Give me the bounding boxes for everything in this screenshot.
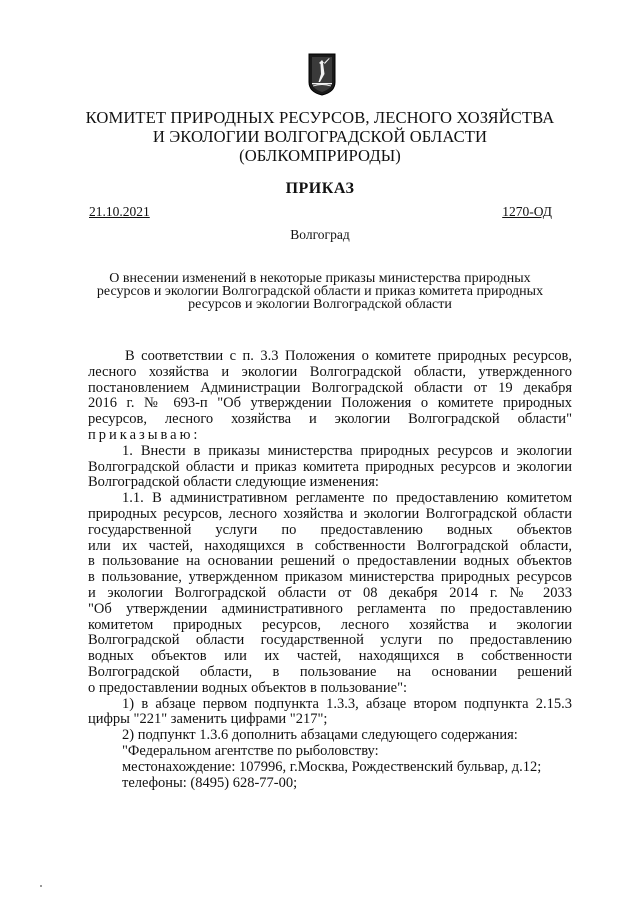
subject-line: О внесении изменений в некоторые приказы министерства природных bbox=[109, 271, 531, 286]
body-line: 2) подпункт 1.3.6 дополнить абзацами следующего содержания: bbox=[122, 728, 518, 744]
scan-speck bbox=[40, 885, 42, 887]
body-line: лесного хозяйства и экологии Волгоградской области, утвержденного bbox=[88, 364, 572, 380]
body-line: в пользование, утвержденном приказом министерства природных ресурсов bbox=[88, 570, 572, 586]
document-date: 21.10.2021 bbox=[89, 204, 150, 219]
body-line: комитетом природных ресурсов, лесного хозяйства и экологии bbox=[88, 617, 572, 633]
body-line: "Об утверждении административного регламента по предоставлению bbox=[88, 601, 572, 617]
body-line: 1.1. В административном регламенте по предоставлению комитетом bbox=[122, 491, 572, 507]
document-city: Волгоград bbox=[290, 227, 350, 242]
body-line: водных объектов или их частей, находящихся в собственности bbox=[88, 649, 572, 665]
body-line: телефоны: (8495) 628-77-00; bbox=[122, 775, 298, 791]
body-line: ресурсов, лесного хозяйства и экологии Волгоградской области" bbox=[88, 412, 572, 428]
document-number: 1270-ОД bbox=[502, 204, 552, 219]
body-line: Волгоградской области государственной услуги по предоставлению bbox=[88, 633, 572, 649]
volgograd-coat-of-arms-icon bbox=[307, 52, 337, 96]
organization-abbreviation: (ОБЛКОМПРИРОДЫ) bbox=[239, 146, 401, 165]
body-line: в пользование на основании решений о предоставлении водных объектов bbox=[88, 554, 572, 570]
body-line: постановлением Администрации Волгоградской области от 19 декабря bbox=[88, 380, 572, 396]
body-line: В соответствии с п. 3.3 Положения о комитете природных ресурсов, bbox=[125, 349, 572, 364]
body-line: государственной услуги по предоставлению водных объектов bbox=[88, 522, 572, 538]
body-line: приказываю: bbox=[88, 427, 201, 443]
document-subject bbox=[80, 272, 560, 311]
body-line: Волгоградской области и приказ комитета природных ресурсов и экологии bbox=[88, 459, 572, 475]
document-type-title: ПРИКАЗ bbox=[285, 180, 355, 197]
body-line: Волгоградской области, в пользование на основании решений bbox=[88, 664, 572, 680]
body-line: природных ресурсов, лесного хозяйства и экологии Волгоградской области bbox=[88, 506, 572, 522]
body-line: 1. Внести в приказы министерства природных ресурсов и экологии bbox=[122, 443, 572, 459]
body-line: 1) в абзаце первом подпункта 1.3.3, абзаце втором подпункта 2.15.3 bbox=[122, 696, 572, 712]
organization-name-line: КОМИТЕТ ПРИРОДНЫХ РЕСУРСОВ, ЛЕСНОГО ХОЗЯЙСТВА bbox=[85, 108, 555, 127]
body-line: цифры "221" заменить цифрами "217"; bbox=[88, 712, 328, 728]
body-line: "Федеральном агентстве по рыболовству: bbox=[122, 743, 379, 759]
organization-name-line: И ЭКОЛОГИИ ВОЛГОГРАДСКОЙ ОБЛАСТИ bbox=[152, 127, 488, 146]
body-line: о предоставлении водных объектов в пользование": bbox=[88, 680, 408, 696]
body-line: или их частей, находящихся в собственности Волгоградской области, bbox=[88, 538, 572, 554]
body-line: местонахождение: 107996, г.Москва, Рождественский бульвар, д.12; bbox=[122, 759, 542, 775]
body-line: 2016 г. № 693-п "Об утверждении Положения о комитете природных bbox=[88, 396, 572, 412]
body-line: Волгоградской области следующие изменения: bbox=[88, 475, 379, 491]
body-line: и экологии Волгоградской области от 08 декабря 2014 г. № 2033 bbox=[88, 585, 572, 601]
subject-line: ресурсов и экологии Волгоградской области bbox=[188, 297, 452, 312]
document-body bbox=[88, 349, 572, 791]
subject-line: ресурсов и экологии Волгоградской области и приказ комитета природных bbox=[96, 284, 544, 299]
